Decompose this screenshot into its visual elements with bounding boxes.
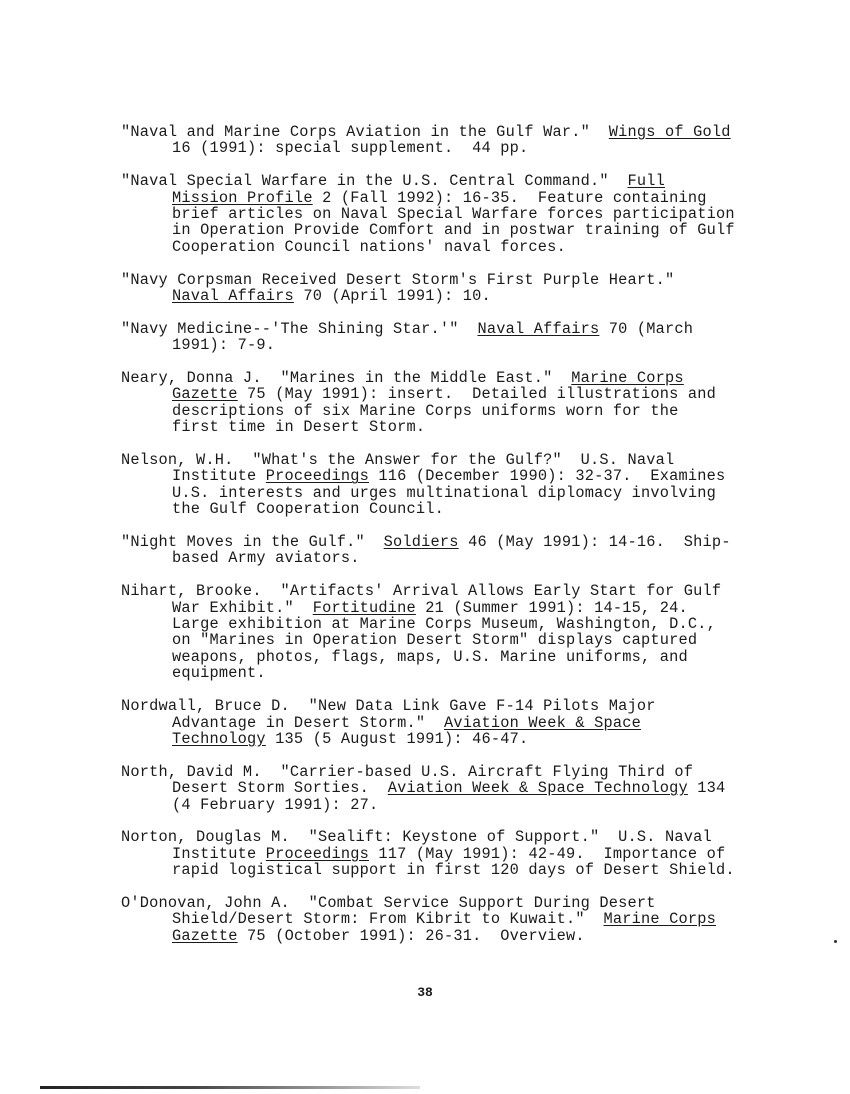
scan-speck bbox=[834, 940, 837, 943]
bibliography-entry bbox=[121, 698, 821, 747]
entry-text: 117 (May 1991): 42-49. Importance of bbox=[368, 844, 726, 863]
entry-text: Desert Storm Sorties. bbox=[172, 779, 388, 798]
entry-text: 16 (1991): special supplement. 44 pp. bbox=[172, 139, 529, 158]
entry-text: "Navy Medicine--'The Shining Star.'" bbox=[121, 319, 478, 338]
publication-title: Aviation Week & Space Technology bbox=[387, 779, 688, 798]
publication-title: Fortitudine bbox=[312, 598, 416, 617]
entry-text: O'Donovan, John A. "Combat Service Support During Desert bbox=[121, 893, 656, 912]
entry-line bbox=[121, 288, 821, 304]
entry-text: 116 (December 1990): 32-37. Examines bbox=[368, 467, 726, 486]
entry-text: descriptions of six Marine Corps uniforms worn for the bbox=[172, 401, 679, 420]
entry-line bbox=[121, 829, 821, 845]
entry-line bbox=[121, 583, 821, 599]
entry-text: 70 (April 1991): 10. bbox=[293, 287, 491, 306]
publication-title: Technology bbox=[172, 729, 266, 748]
entry-text: "Naval Special Warfare in the U.S. Central Command." bbox=[121, 172, 628, 191]
bibliography-entries bbox=[121, 124, 821, 961]
entry-text: (4 February 1991): 27. bbox=[172, 795, 379, 814]
entry-line bbox=[121, 928, 821, 944]
entry-line bbox=[121, 665, 821, 681]
entry-line bbox=[121, 337, 821, 353]
entry-line bbox=[121, 239, 821, 255]
entry-text: based Army aviators. bbox=[172, 549, 360, 568]
bibliography-entry bbox=[121, 124, 821, 157]
entry-text: 70 (March bbox=[599, 319, 694, 338]
entry-text: Nihart, Brooke. "Artifacts' Arrival Allows Early Start for Gulf bbox=[121, 582, 722, 601]
entry-line bbox=[121, 649, 821, 665]
entry-line bbox=[121, 190, 821, 206]
publication-title: Naval Affairs bbox=[477, 319, 600, 338]
bibliography-entry bbox=[121, 829, 821, 878]
publication-title: Soldiers bbox=[383, 533, 459, 552]
entry-text: first time in Desert Storm. bbox=[172, 418, 426, 437]
entry-line bbox=[121, 485, 821, 501]
entry-line bbox=[121, 911, 821, 927]
entry-line bbox=[121, 452, 821, 468]
entry-line bbox=[121, 272, 821, 288]
entry-line bbox=[121, 222, 821, 238]
entry-text: "Night Moves in the Gulf." bbox=[121, 533, 384, 552]
entry-text: U.S. interests and urges multinational diplomacy involving bbox=[172, 483, 717, 502]
entry-line bbox=[121, 534, 821, 550]
entry-text: North, David M. "Carrier-based U.S. Aircraft Flying Third of bbox=[121, 762, 694, 781]
entry-line bbox=[121, 731, 821, 747]
entry-line bbox=[121, 780, 821, 796]
bibliography-entry bbox=[121, 173, 821, 255]
entry-line bbox=[121, 797, 821, 813]
publication-title: Mission Profile bbox=[172, 188, 313, 207]
scan-edge-rule bbox=[40, 1086, 420, 1089]
entry-text: 46 (May 1991): 14-16. Ship- bbox=[458, 533, 731, 552]
publication-title: Marine Corps bbox=[571, 369, 684, 388]
bibliography-entry bbox=[121, 895, 821, 944]
entry-text: "Naval and Marine Corps Aviation in the Gulf War." bbox=[121, 123, 609, 141]
entry-text: 2 (Fall 1992): 16-35. Feature containing bbox=[312, 188, 707, 207]
entry-line bbox=[121, 321, 821, 337]
entry-text: rapid logistical support in first 120 days of Desert Shield. bbox=[172, 861, 735, 880]
entry-text: Shield/Desert Storm: From Kibrit to Kuwait." bbox=[172, 910, 604, 929]
entry-line bbox=[121, 616, 821, 632]
entry-text: Large exhibition at Marine Corps Museum, Washington, D.C., bbox=[172, 615, 717, 634]
entry-text: Nelson, W.H. "What's the Answer for the Gulf?" U.S. Naval bbox=[121, 451, 675, 470]
entry-text: weapons, photos, flags, maps, U.S. Marine uniforms, and bbox=[172, 647, 688, 666]
bibliography-entry bbox=[121, 583, 821, 681]
page-number: 38 bbox=[417, 985, 433, 1000]
entry-text: 134 bbox=[687, 779, 726, 798]
entry-text: on "Marines in Operation Desert Storm" displays captured bbox=[172, 631, 698, 650]
bibliography-entry bbox=[121, 321, 821, 354]
entry-line bbox=[121, 468, 821, 484]
entry-text: the Gulf Cooperation Council. bbox=[172, 500, 445, 519]
entry-line bbox=[121, 206, 821, 222]
bibliography-entry bbox=[121, 370, 821, 436]
bibliography-entry bbox=[121, 764, 821, 813]
entry-line bbox=[121, 632, 821, 648]
entry-text: Cooperation Council nations' naval forces. bbox=[172, 237, 566, 256]
entry-text: Institute bbox=[172, 844, 266, 863]
entry-line bbox=[121, 600, 821, 616]
entry-line bbox=[121, 173, 821, 189]
entry-text: Norton, Douglas M. "Sealift: Keystone of Support." U.S. Naval bbox=[121, 828, 712, 847]
entry-line bbox=[121, 124, 821, 140]
publication-title: Aviation Week & Space bbox=[444, 713, 641, 732]
entry-text: 21 (Summer 1991): 14-15, 24. bbox=[415, 598, 688, 617]
entry-text: Advantage in Desert Storm." bbox=[172, 713, 445, 732]
entry-text: equipment. bbox=[172, 664, 266, 683]
entry-text: brief articles on Naval Special Warfare forces participation bbox=[172, 205, 735, 224]
entry-text: Neary, Donna J. "Marines in the Middle East." bbox=[121, 369, 572, 388]
entry-line bbox=[121, 501, 821, 517]
entry-line bbox=[121, 715, 821, 731]
publication-title: Naval Affairs bbox=[172, 287, 294, 306]
publication-title: Gazette bbox=[172, 926, 238, 945]
entry-line bbox=[121, 386, 821, 402]
publication-title: Proceedings bbox=[265, 844, 369, 863]
publication-title: Gazette bbox=[172, 385, 238, 404]
bibliography-entry bbox=[121, 452, 821, 518]
entry-text: War Exhibit." bbox=[172, 598, 313, 617]
entry-line bbox=[121, 698, 821, 714]
entry-line bbox=[121, 764, 821, 780]
entry-line bbox=[121, 895, 821, 911]
entry-line bbox=[121, 550, 821, 566]
entry-text: 75 (May 1991): insert. Detailed illustrations and bbox=[237, 385, 717, 404]
entry-line bbox=[121, 403, 821, 419]
entry-text: "Navy Corpsman Received Desert Storm's First Purple Heart." bbox=[121, 270, 675, 289]
publication-title: Full bbox=[627, 172, 666, 191]
bibliography-entry bbox=[121, 534, 821, 567]
entry-line bbox=[121, 419, 821, 435]
entry-line bbox=[121, 846, 821, 862]
publication-title: Wings of Gold bbox=[608, 123, 731, 141]
entry-line bbox=[121, 370, 821, 386]
entry-text: Institute bbox=[172, 467, 266, 486]
entry-text: in Operation Provide Comfort and in postwar training of Gulf bbox=[172, 221, 735, 240]
publication-title: Marine Corps bbox=[603, 910, 717, 929]
publication-title: Proceedings bbox=[265, 467, 369, 486]
bibliography-entry bbox=[121, 272, 821, 305]
entry-text: Nordwall, Bruce D. "New Data Link Gave F-14 Pilots Major bbox=[121, 697, 656, 716]
entry-text: 1991): 7-9. bbox=[172, 336, 276, 355]
entry-line bbox=[121, 140, 821, 156]
entry-text: 135 (5 August 1991): 46-47. bbox=[265, 729, 529, 748]
entry-text: 75 (October 1991): 26-31. Overview. bbox=[237, 926, 585, 945]
entry-line bbox=[121, 862, 821, 878]
